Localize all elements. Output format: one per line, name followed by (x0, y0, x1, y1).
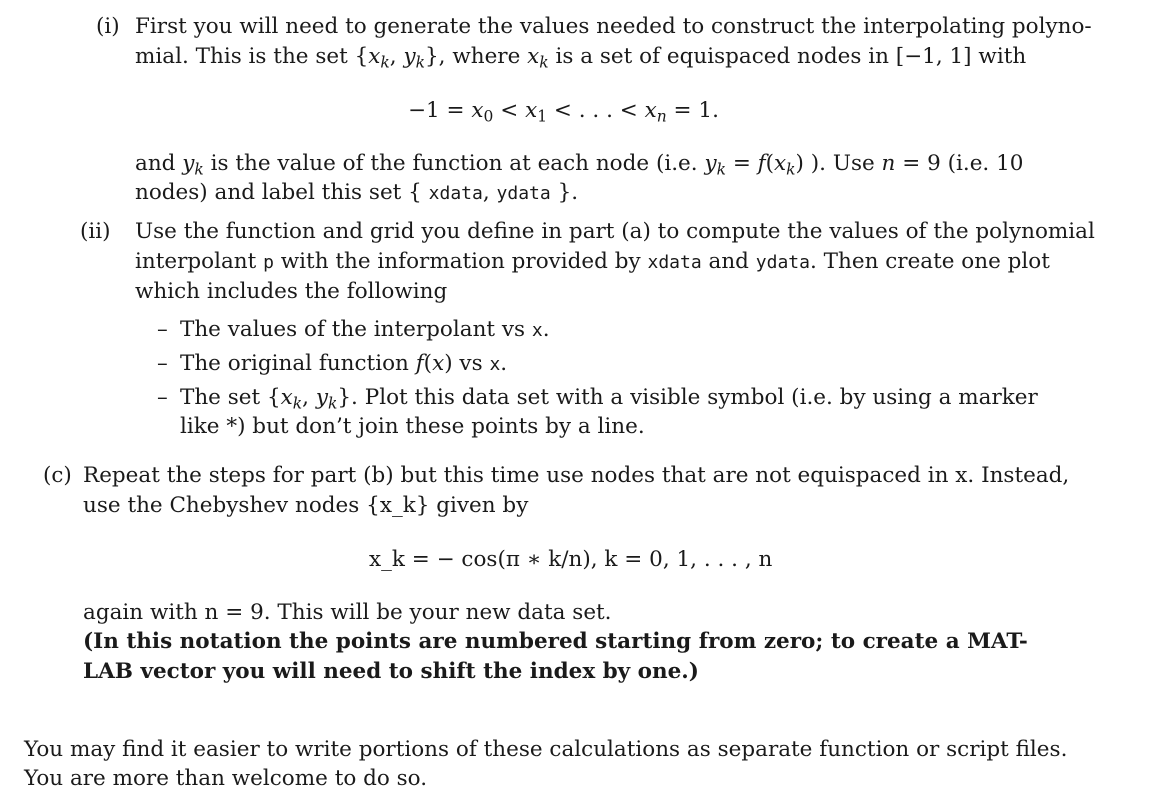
bullet-2-c: . (500, 351, 508, 376)
bullet-3-line-2: like *) but don’t join these points by a line. (180, 414, 645, 439)
part-i-line-3-b: is the value of the function at each node (i.e. (203, 151, 705, 176)
part-i-line-3-c: ). Use (803, 151, 882, 176)
footer-line-1: You may find it easier to write portions of these calculations as separate function or script files. (24, 737, 1068, 762)
part-c-bold-note-1: (In this notation the points are numbered starting from zero; to create a MAT- (83, 629, 1028, 654)
bullet-1-x-code: x (531, 320, 543, 341)
part-ii-line-1: Use the function and grid you define in part (a) to compute the values of the polynomial (135, 219, 1095, 244)
n-symbol: n (881, 151, 896, 176)
part-i-line-2-a: mial. This is the set { (135, 44, 369, 69)
bullet-3-a: The set { (180, 385, 281, 410)
yk-equals-f-xk: $y_k = f(x_k)$ (704, 151, 804, 179)
p-code: p (263, 252, 274, 273)
f-of-x: f(x) (415, 351, 453, 376)
footer-line-2: You are more than welcome to do so. (24, 766, 428, 791)
bullet-dash-1: – (157, 317, 168, 342)
bullet-2-a: The original function (180, 351, 416, 376)
part-c-equation: x_k = − cos(π ∗ k/n), k = 0, 1, . . . , n (369, 547, 773, 572)
part-ii-line-2-c: and (701, 249, 756, 274)
part-i-line-1: First you will need to generate the values needed to construct the interpolating polyno- (135, 14, 1092, 39)
ydata-code: ydata (496, 183, 551, 204)
part-i-line-3-d: = 9 (i.e. 10 (895, 151, 1024, 176)
part-ii-line-2-a: interpolant (135, 249, 264, 274)
part-i-line-2 (135, 42, 1026, 71)
bullet-1-b: . (542, 317, 550, 342)
part-i-line-4 (135, 178, 578, 208)
part-i-line-4-c: }. (557, 180, 579, 205)
bullet-2-b: vs (452, 351, 490, 376)
yk-symbol: $y_k$ (182, 151, 204, 179)
part-ii-label: (ii) (80, 219, 111, 244)
part-ii-line-2 (135, 247, 1050, 277)
bullet-3-set: $x_k$, $y_k$ (280, 385, 338, 413)
xk-symbol: $x_k$ (527, 44, 549, 72)
part-i-line-4-comma: , (482, 180, 490, 205)
part-c-line-2: use the Chebyshev nodes {x_k} given by (83, 493, 529, 518)
part-i-label: (i) (96, 14, 120, 39)
bullet-dash-2: – (157, 351, 168, 376)
part-i-line-2-c: is a set of equispaced nodes in [−1, 1] with (548, 44, 1027, 69)
part-c-line-1: Repeat the steps for part (b) but this time use nodes that are not equispaced in x. Instead, (83, 463, 1070, 488)
bullet-2 (180, 349, 507, 379)
part-i-line-3-a: and (135, 151, 183, 176)
bullet-dash-3: – (157, 385, 168, 410)
part-i-equation: $-1 = x_0 < x_1$ < . . . < $x_n = 1$. (408, 98, 719, 126)
part-c-label: (c) (43, 463, 72, 488)
ydata-code-2: ydata (755, 252, 810, 273)
bullet-1 (180, 315, 550, 345)
bullet-3-b: }. Plot this data set with a visible symbol (i.e. by using a marker (337, 385, 1038, 410)
set-xk-yk: $x_k$, $y_k$ (368, 44, 425, 72)
bullet-1-a: The values of the interpolant vs (180, 317, 532, 342)
part-i-line-4-a: nodes) and label this set { (135, 180, 422, 205)
part-c-line-3: again with n = 9. This will be your new data set. (83, 600, 612, 625)
xdata-code: xdata (428, 183, 483, 204)
part-ii-line-2-d: . Then create one plot (809, 249, 1050, 274)
part-ii-line-2-b: with the information provided by (273, 249, 648, 274)
bullet-2-x-code: x (489, 354, 501, 375)
part-c-bold-note-2: LAB vector you will need to shift the index by one.) (83, 659, 699, 684)
part-i-line-2-b: }, where (424, 44, 528, 69)
part-i-line-3 (135, 149, 1023, 178)
xdata-code-2: xdata (647, 252, 702, 273)
part-ii-line-3: which includes the following (135, 279, 448, 304)
bullet-3-line-1 (180, 383, 1038, 412)
